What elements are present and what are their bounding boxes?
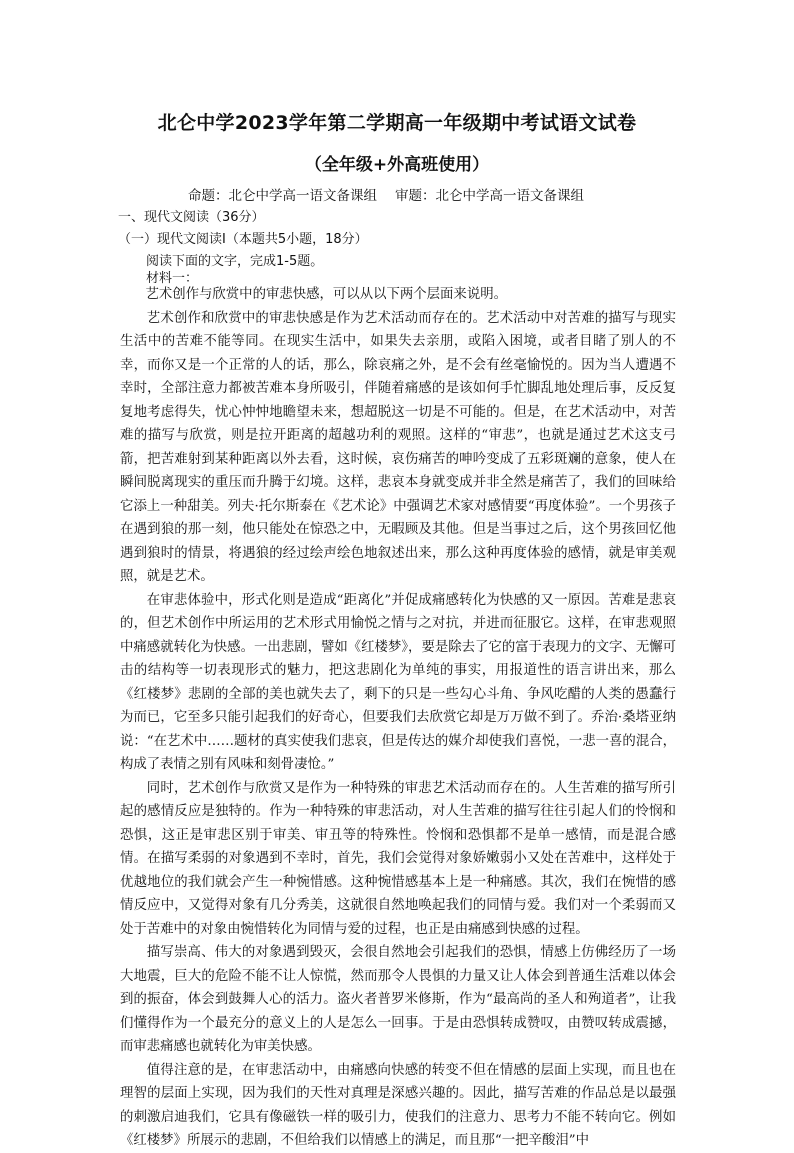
reading-instruction: 阅读下面的文字，完成1-5题。 [146,254,324,269]
passage-body [120,283,676,1153]
exam-title: 北仑中学2023学年第二学期高一年级期中考试语文试卷 [157,112,637,134]
setter-credit: 命题：北仑中学高一语文备课组 [188,188,377,204]
material-label: 材料一： [146,271,199,286]
section-subheading: （一）现代文阅读Ⅰ（本题共5小题，18分） [118,232,368,247]
paragraph: 艺术创作和欣赏中的审悲快感是作为艺术活动而存在的。艺术活动中对苦难的描写与现实生活中的苦难不能等同。在现实生活中，如果失去亲朋，或陷入困境，或者目睹了别人的不幸，而你又是一个正常的人的话，那么，除哀痛之外，是不会有丝毫愉悦的。因为当人遭遇不幸时，全部注意力都被苦难本身所吸引，伴随着痛感的是该如何手忙脚乱地处理后事，反反复复地考虑得失，忧心忡忡地瞻望未来，想超脱这一切是不可能的。但是，在艺术活动中，对苦难的描写与欣赏，则是拉开距离的超越功利的观照。这样的“审悲”，也就是通过艺术这支弓箭，把苦难射到某种距离以外去看，这时候，哀伤痛苦的呻吟变成了五彩斑斓的意象，使人在瞬间脱离现实的重压而升腾于幻境。这样，悲哀本身就变成并非全然是痛苦了，我们的回味给它添上一种甜美。列夫·托尔斯泰在《艺术论》中强调艺术家对感情要“再度体验”。一个男孩子在遇到狼的那一刻，他只能处在惊恐之中，无暇顾及其他。但是当事过之后，这个男孩回忆他遇到狼时的情景，将遇狼的经过绘声绘色地叙述出来，那么这种再度体验的感情，就是审美观照，就是艺术。 [120,310,676,584]
paragraph: 同时，艺术创作与欣赏又是作为一种特殊的审悲艺术活动而存在的。人生苦难的描写所引起的感情反应是独特的。作为一种特殊的审悲活动，对人生苦难的描写往往引起人们的怜悯和恐惧，这正是审悲区别于审美、审丑等的特殊性。怜悯和恐惧都不是单一感情，而是混合感情。在描写柔弱的对象遇到不幸时，首先，我们会觉得对象娇嫩弱小又处在苦难中，这样处于优越地位的我们就会产生一种惋惜感。这种惋惜感基本上是一种痛感。其次，我们在惋惜的感情反应中，又觉得对象有几分秀美，这就很自然地唤起我们的同情与爱。我们对一个柔弱而又处于苦难中的对象由惋惜转化为同情与爱的过程，也正是由痛感到快感的过程。 [120,780,676,937]
section-heading: 一、现代文阅读（36分） [118,210,265,225]
paragraph: 艺术创作与欣赏中的审悲快感，可以从以下两个层面来说明。 [145,287,507,302]
paragraph: 描写崇高、伟大的对象遇到毁灭，会很自然地会引起我们的恐惧，情感上仿佛经历了一场大地震，巨大的危险不能不让人惊慌，然而那令人畏惧的力量又让人体会到普通生活难以体会到的振奋，体会到鼓舞人心的活力。盗火者普罗米修斯，作为“最高尚的圣人和殉道者”，让我们懂得作为一个最充分的意义上的人是怎么一回事。于是由恐惧转成赞叹，由赞叹转成震撼，而审悲痛感也就转化为审美快感。 [120,945,676,1054]
paragraph: 值得注意的是，在审悲活动中，由痛感向快感的转变不但在情感的层面上实现，而且也在理智的层面上实现，因为我们的天性对真理是深感兴趣的。因此，描写苦难的作品总是以最强的刺激启迪我们，它具有像磁铁一样的吸引力，使我们的注意力、思考力不能不转向它。例如《红楼梦》所展示的悲剧，不但给我们以情感上的满足，而且那“一把辛酸泪”中 [120,1062,676,1148]
reviewer-credit: 审题：北仑中学高一语文备课组 [395,188,584,204]
credits-line [188,184,584,204]
paragraph: 在审悲体验中，形式化则是造成“距离化”并促成痛感转化为快感的又一原因。苦难是悲哀的，但艺术创作中所运用的艺术形式用愉悦之情与之对抗，并进而征服它。这样，在审悲观照中痛感就转化为快感。一出悲剧，譬如《红楼梦》，要是除去了它的富于表现力的文字、无懈可击的结构等一切表现形式的魅力，把这悲剧化为单纯的事实，用报道性的语言讲出来，那么《红楼梦》悲剧的全部的美也就失去了，剩下的只是一些勾心斗角、争风吃醋的人类的愚蠢行为而已，它至多只能引起我们的好奇心，但要我们去欣赏它却是万万做不到了。乔治·桑塔亚纳说：“在艺术中……题材的真实使我们悲哀，但是传达的媒介却使我们喜悦，一悲一喜的混合，构成了表情之别有风味和刻骨凄怆。” [120,592,676,772]
exam-subtitle: （全年级+外高班使用） [304,155,490,175]
